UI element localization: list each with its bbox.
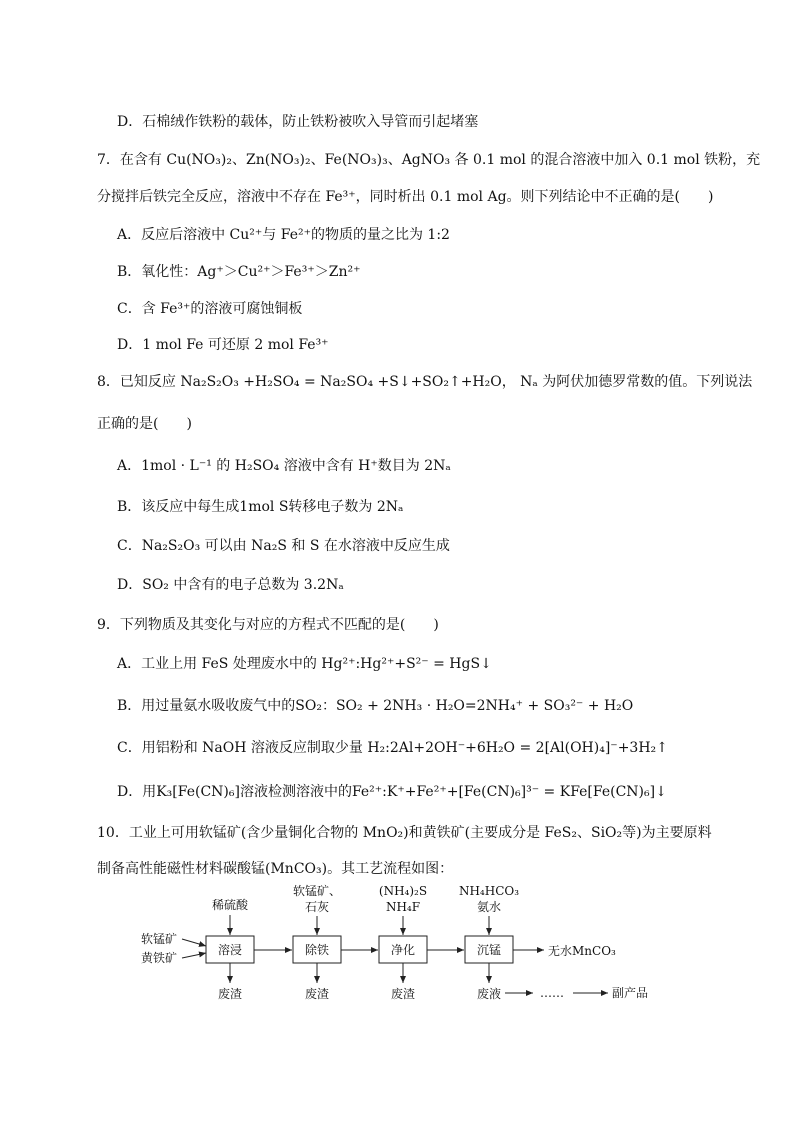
q7-option-d: D．1 mol Fe 可还原 2 mol Fe³⁺	[117, 337, 329, 353]
flow-waste-3: 废渣	[390, 987, 416, 1001]
q9-option-d: D．用K₃[Fe(CN)₆]溶液检测溶液中的Fe²⁺:K⁺+Fe²⁺+[Fe(CN)₆]³⁻ = KFe[Fe(CN)₆]↓	[117, 784, 667, 800]
flow-reagent-4a: NH₄HCO₃	[458, 884, 520, 898]
q8-option-a: A．1mol · L⁻¹ 的 H₂SO₄ 溶液中含有 H⁺数目为 2Nₐ	[117, 458, 451, 474]
q9-option-c: C．用铝粉和 NaOH 溶液反应制取少量 H₂:2Al+2OH⁻+6H₂O = 2[Al(OH)₄]⁻+3H₂↑	[117, 740, 668, 756]
flow-step-3: 净化	[390, 943, 416, 957]
flow-input-2: 黄铁矿	[141, 951, 178, 965]
flow-product: 无水MnCO₃	[548, 944, 616, 958]
flow-step-1: 溶浸	[217, 943, 243, 957]
flow-reagent-2a: 软锰矿、	[292, 884, 342, 898]
q9-option-b: B．用过量氨水吸收废气中的SO₂：SO₂ + 2NH₃ · H₂O=2NH₄⁺ + SO₃²⁻ + H₂O	[117, 698, 634, 714]
q8-option-d: D．SO₂ 中含有的电子总数为 3.2Nₐ	[117, 577, 344, 593]
flow-reagent-4b: 氨水	[476, 900, 502, 914]
q8-stem-line1: 8．已知反应 Na₂S₂O₃ +H₂SO₄ = Na₂SO₄ +S↓+SO₂↑+H₂O， Nₐ 为阿伏加德罗常数的值。下列说法	[97, 374, 753, 390]
q8-stem-line2: 正确的是( )	[97, 416, 192, 432]
flow-arrow-input-1	[182, 939, 206, 946]
flow-reagent-1: 稀硫酸	[211, 898, 249, 912]
q7-stem-line2: 分搅拌后铁完全反应，溶液中不存在 Fe³⁺，同时析出 0.1 mol Ag。则下列结论中不正确的是( )	[97, 189, 714, 205]
q10-stem-line1: 10．工业上可用软锰矿(含少量铜化合物的 MnO₂)和黄铁矿(主要成分是 FeS₂、SiO₂等)为主要原料	[97, 825, 712, 841]
q10-stem-line2: 制备高性能磁性材料碳酸锰(MnCO₃)。其工艺流程如图：	[97, 861, 454, 877]
q7-option-b: B．氧化性：Ag⁺＞Cu²⁺＞Fe³⁺＞Zn²⁺	[117, 264, 361, 280]
flow-waste-1: 废渣	[217, 987, 243, 1001]
flow-arrow-input-2	[182, 953, 206, 958]
q7-stem-line1: 7．在含有 Cu(NO₃)₂、Zn(NO₃)₂、Fe(NO₃)₃、AgNO₃ 各 0.1 mol 的混合溶液中加入 0.1 mol 铁粉，充	[97, 152, 761, 168]
q9-stem: 9．下列物质及其变化与对应的方程式不匹配的是( )	[97, 617, 439, 633]
flow-byproduct: 副产品	[612, 986, 649, 1000]
flow-step-4: 沉锰	[476, 943, 502, 957]
q6-option-d: D．石棉绒作铁粉的载体，防止铁粉被吹入导管而引起堵塞	[117, 114, 479, 130]
flow-waste-2: 废渣	[304, 987, 330, 1001]
q7-option-a: A．反应后溶液中 Cu²⁺与 Fe²⁺的物质的量之比为 1:2	[117, 227, 450, 243]
flow-reagent-3a: (NH₄)₂S	[378, 884, 428, 898]
q8-option-c: C．Na₂S₂O₃ 可以由 Na₂S 和 S 在水溶液中反应生成	[117, 538, 450, 554]
flow-reagent-2b: 石灰	[304, 900, 330, 914]
q9-option-a: A．工业上用 FeS 处理废水中的 Hg²⁺:Hg²⁺+S²⁻ = HgS↓	[117, 656, 492, 672]
flow-input-1: 软锰矿	[141, 932, 178, 946]
flow-waste-4: 废液	[476, 987, 502, 1001]
flow-step-2: 除铁	[304, 943, 330, 957]
flow-reagent-3b: NH₄F	[385, 900, 421, 914]
q7-option-c: C．含 Fe³⁺的溶液可腐蚀铜板	[117, 301, 303, 317]
q8-option-b: B．该反应中每生成1mol S转移电子数为 2Nₐ	[117, 499, 404, 515]
flow-ellipsis: ……	[540, 986, 564, 1000]
